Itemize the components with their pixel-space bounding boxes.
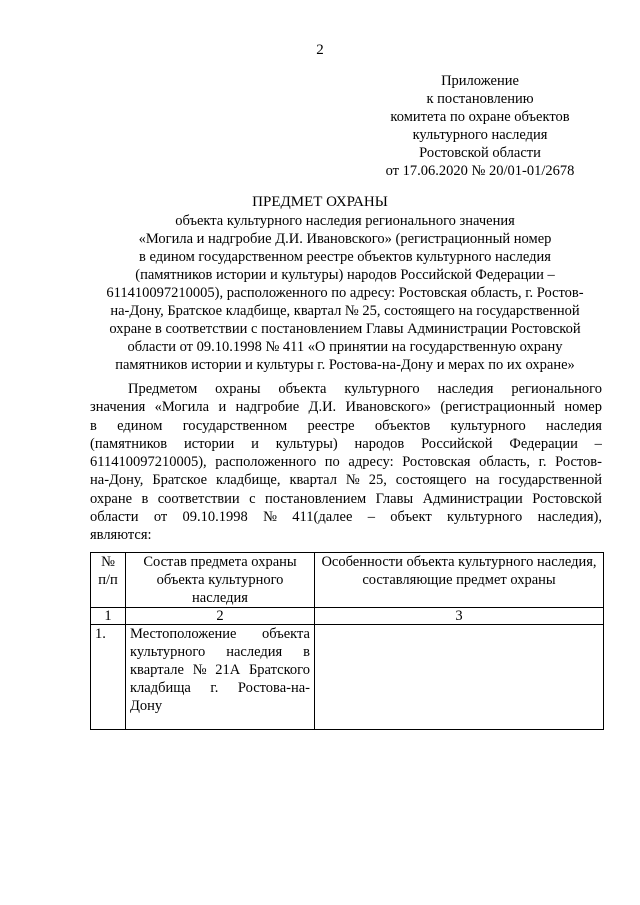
word: народов: [354, 435, 405, 452]
word: 09.10.1998: [182, 509, 248, 526]
header-composition: Состав предмета охраны объекта культурного наследия: [126, 553, 315, 608]
body-line: [90, 380, 602, 398]
word: постановлением: [264, 490, 367, 507]
subtitle-line: области от 09.10.1998 № 411 «О принятии на государственную охрану: [127, 339, 563, 355]
body-line: [90, 490, 602, 508]
word: являются:: [90, 527, 152, 544]
composition-line: [130, 625, 310, 643]
row-number: 1.: [91, 625, 126, 730]
table-header-row: [91, 553, 604, 608]
word: Предметом: [128, 381, 198, 397]
word: Ростов-: [555, 454, 602, 471]
word: Главы: [375, 490, 414, 507]
word: культуры): [275, 435, 338, 452]
composition-line: [130, 661, 310, 679]
word: объекта: [278, 381, 327, 397]
word: наследия: [437, 381, 494, 397]
word: наследия: [226, 644, 283, 660]
word: Администрации: [422, 490, 523, 507]
column-number: 2: [126, 608, 315, 625]
word: культурного: [130, 644, 206, 660]
word: 411(далее: [292, 509, 353, 526]
word: кладбище,: [216, 472, 281, 489]
word: Ростовская: [402, 454, 471, 471]
row-features: [315, 625, 604, 730]
word: объекта: [261, 626, 310, 642]
table-row: [91, 625, 604, 730]
subtitle-line: памятников истории и культуры г. Ростова-на-Дону и мерах по их охране»: [115, 357, 575, 373]
word: Дону: [130, 698, 163, 714]
word: Ростова-на-: [237, 680, 310, 696]
word: Ростовской: [532, 490, 602, 507]
word: культурного: [344, 381, 420, 397]
word: объектов: [374, 417, 431, 434]
word: кладбища: [130, 680, 191, 696]
subtitle-line: (памятников истории и культуры) народов Российской Федерации –: [135, 267, 555, 283]
word: от: [153, 509, 168, 526]
body-line: [90, 508, 602, 526]
word: наследия),: [537, 509, 602, 526]
appendix-line: комитета по охране объектов: [390, 109, 570, 125]
appendix-line: Ростовской области: [419, 145, 541, 161]
word: значения: [90, 399, 146, 416]
word: с: [249, 490, 256, 507]
word: культурного: [450, 417, 526, 434]
word: (памятников: [90, 435, 168, 452]
word: Братского: [248, 662, 310, 678]
appendix-line: культурного наследия: [412, 127, 548, 143]
word: Ивановского»: [345, 399, 431, 416]
composition-line: [130, 679, 310, 697]
word: Местоположение: [130, 626, 237, 642]
word: Братское: [152, 472, 208, 489]
composition-line: [130, 643, 310, 661]
word: №: [192, 662, 207, 678]
protection-table: [90, 552, 604, 730]
row-composition: [126, 625, 315, 730]
subtitle-line: охране в соответствии с постановлением Главы Администрации Ростовской: [109, 321, 581, 337]
word: государственной: [498, 472, 602, 489]
subtitle-line: 611410097210005), расположенного по адресу: Ростовская область, г. Ростов-: [106, 285, 584, 301]
word: Федерации: [509, 435, 578, 452]
word: №: [345, 472, 360, 489]
word: г.: [210, 680, 219, 696]
word: надгробие: [235, 399, 300, 416]
word: адресу:: [348, 454, 394, 471]
word: 25,: [368, 472, 387, 489]
body-line: [90, 417, 602, 435]
word: состоящего: [395, 472, 467, 489]
word: культурного: [447, 509, 523, 526]
word: квартале: [130, 662, 184, 678]
word: объект: [390, 509, 432, 526]
appendix-line: от 17.06.2020 № 20/01-01/2678: [385, 163, 575, 179]
body-line: [90, 526, 602, 544]
word: соответствии: [157, 490, 240, 507]
word: номер: [564, 399, 602, 416]
word: квартал: [289, 472, 337, 489]
table-column-numbers-row: [91, 608, 604, 625]
subtitle-line: объекта культурного наследия регионального значения: [175, 213, 515, 229]
word: в: [303, 644, 310, 660]
word: охране: [90, 490, 133, 507]
column-number: 3: [315, 608, 604, 625]
subtitle-line: «Могила и надгробие Д.И. Ивановского» (регистрационный номер: [138, 231, 552, 247]
word: область,: [479, 454, 531, 471]
body-line: [90, 398, 602, 416]
appendix-line: к постановлению: [426, 91, 534, 107]
word: Д.И.: [308, 399, 337, 416]
word: –: [367, 509, 375, 526]
word: истории: [183, 435, 235, 452]
subtitle-line: в едином государственном реестре объектов культурного наследия: [139, 249, 551, 265]
word: на: [475, 472, 490, 489]
page-number: 2: [316, 42, 324, 58]
word: (регистрационный: [440, 399, 555, 416]
body-line: [90, 435, 602, 453]
header-number: № п/п: [91, 553, 126, 608]
word: на-Дону,: [90, 472, 144, 489]
word: по: [324, 454, 340, 471]
word: охраны: [215, 381, 261, 397]
appendix-block: [370, 72, 590, 180]
word: «Могила: [154, 399, 210, 416]
word: 611410097210005),: [90, 454, 207, 471]
word: наследия: [546, 417, 602, 434]
word: расположенного: [215, 454, 317, 471]
header-features: Особенности объекта культурного наследия, составляющие предмет охраны: [315, 553, 604, 608]
body-line: [90, 453, 602, 471]
word: №: [263, 509, 277, 526]
composition-line: [130, 697, 310, 715]
word: Российской: [421, 435, 493, 452]
word: –: [594, 435, 602, 452]
word: в: [90, 417, 97, 434]
column-number: 1: [91, 608, 126, 625]
word: и: [218, 399, 227, 416]
word: регионального: [511, 381, 602, 397]
word: реестре: [307, 417, 355, 434]
word: в: [141, 490, 149, 507]
word: области: [90, 509, 139, 526]
document-subtitle: [90, 212, 600, 374]
word: и: [251, 435, 259, 452]
word: государственном: [182, 417, 288, 434]
word: едином: [117, 417, 163, 434]
document-title: ПРЕДМЕТ ОХРАНЫ: [252, 194, 388, 210]
body-line: [90, 471, 602, 489]
appendix-line: Приложение: [441, 73, 519, 89]
word: г.: [538, 454, 547, 471]
body-paragraph: [90, 380, 602, 545]
subtitle-line: на-Дону, Братское кладбище, квартал № 25, состоящего на государственной: [110, 303, 580, 319]
word: 21А: [215, 662, 241, 678]
